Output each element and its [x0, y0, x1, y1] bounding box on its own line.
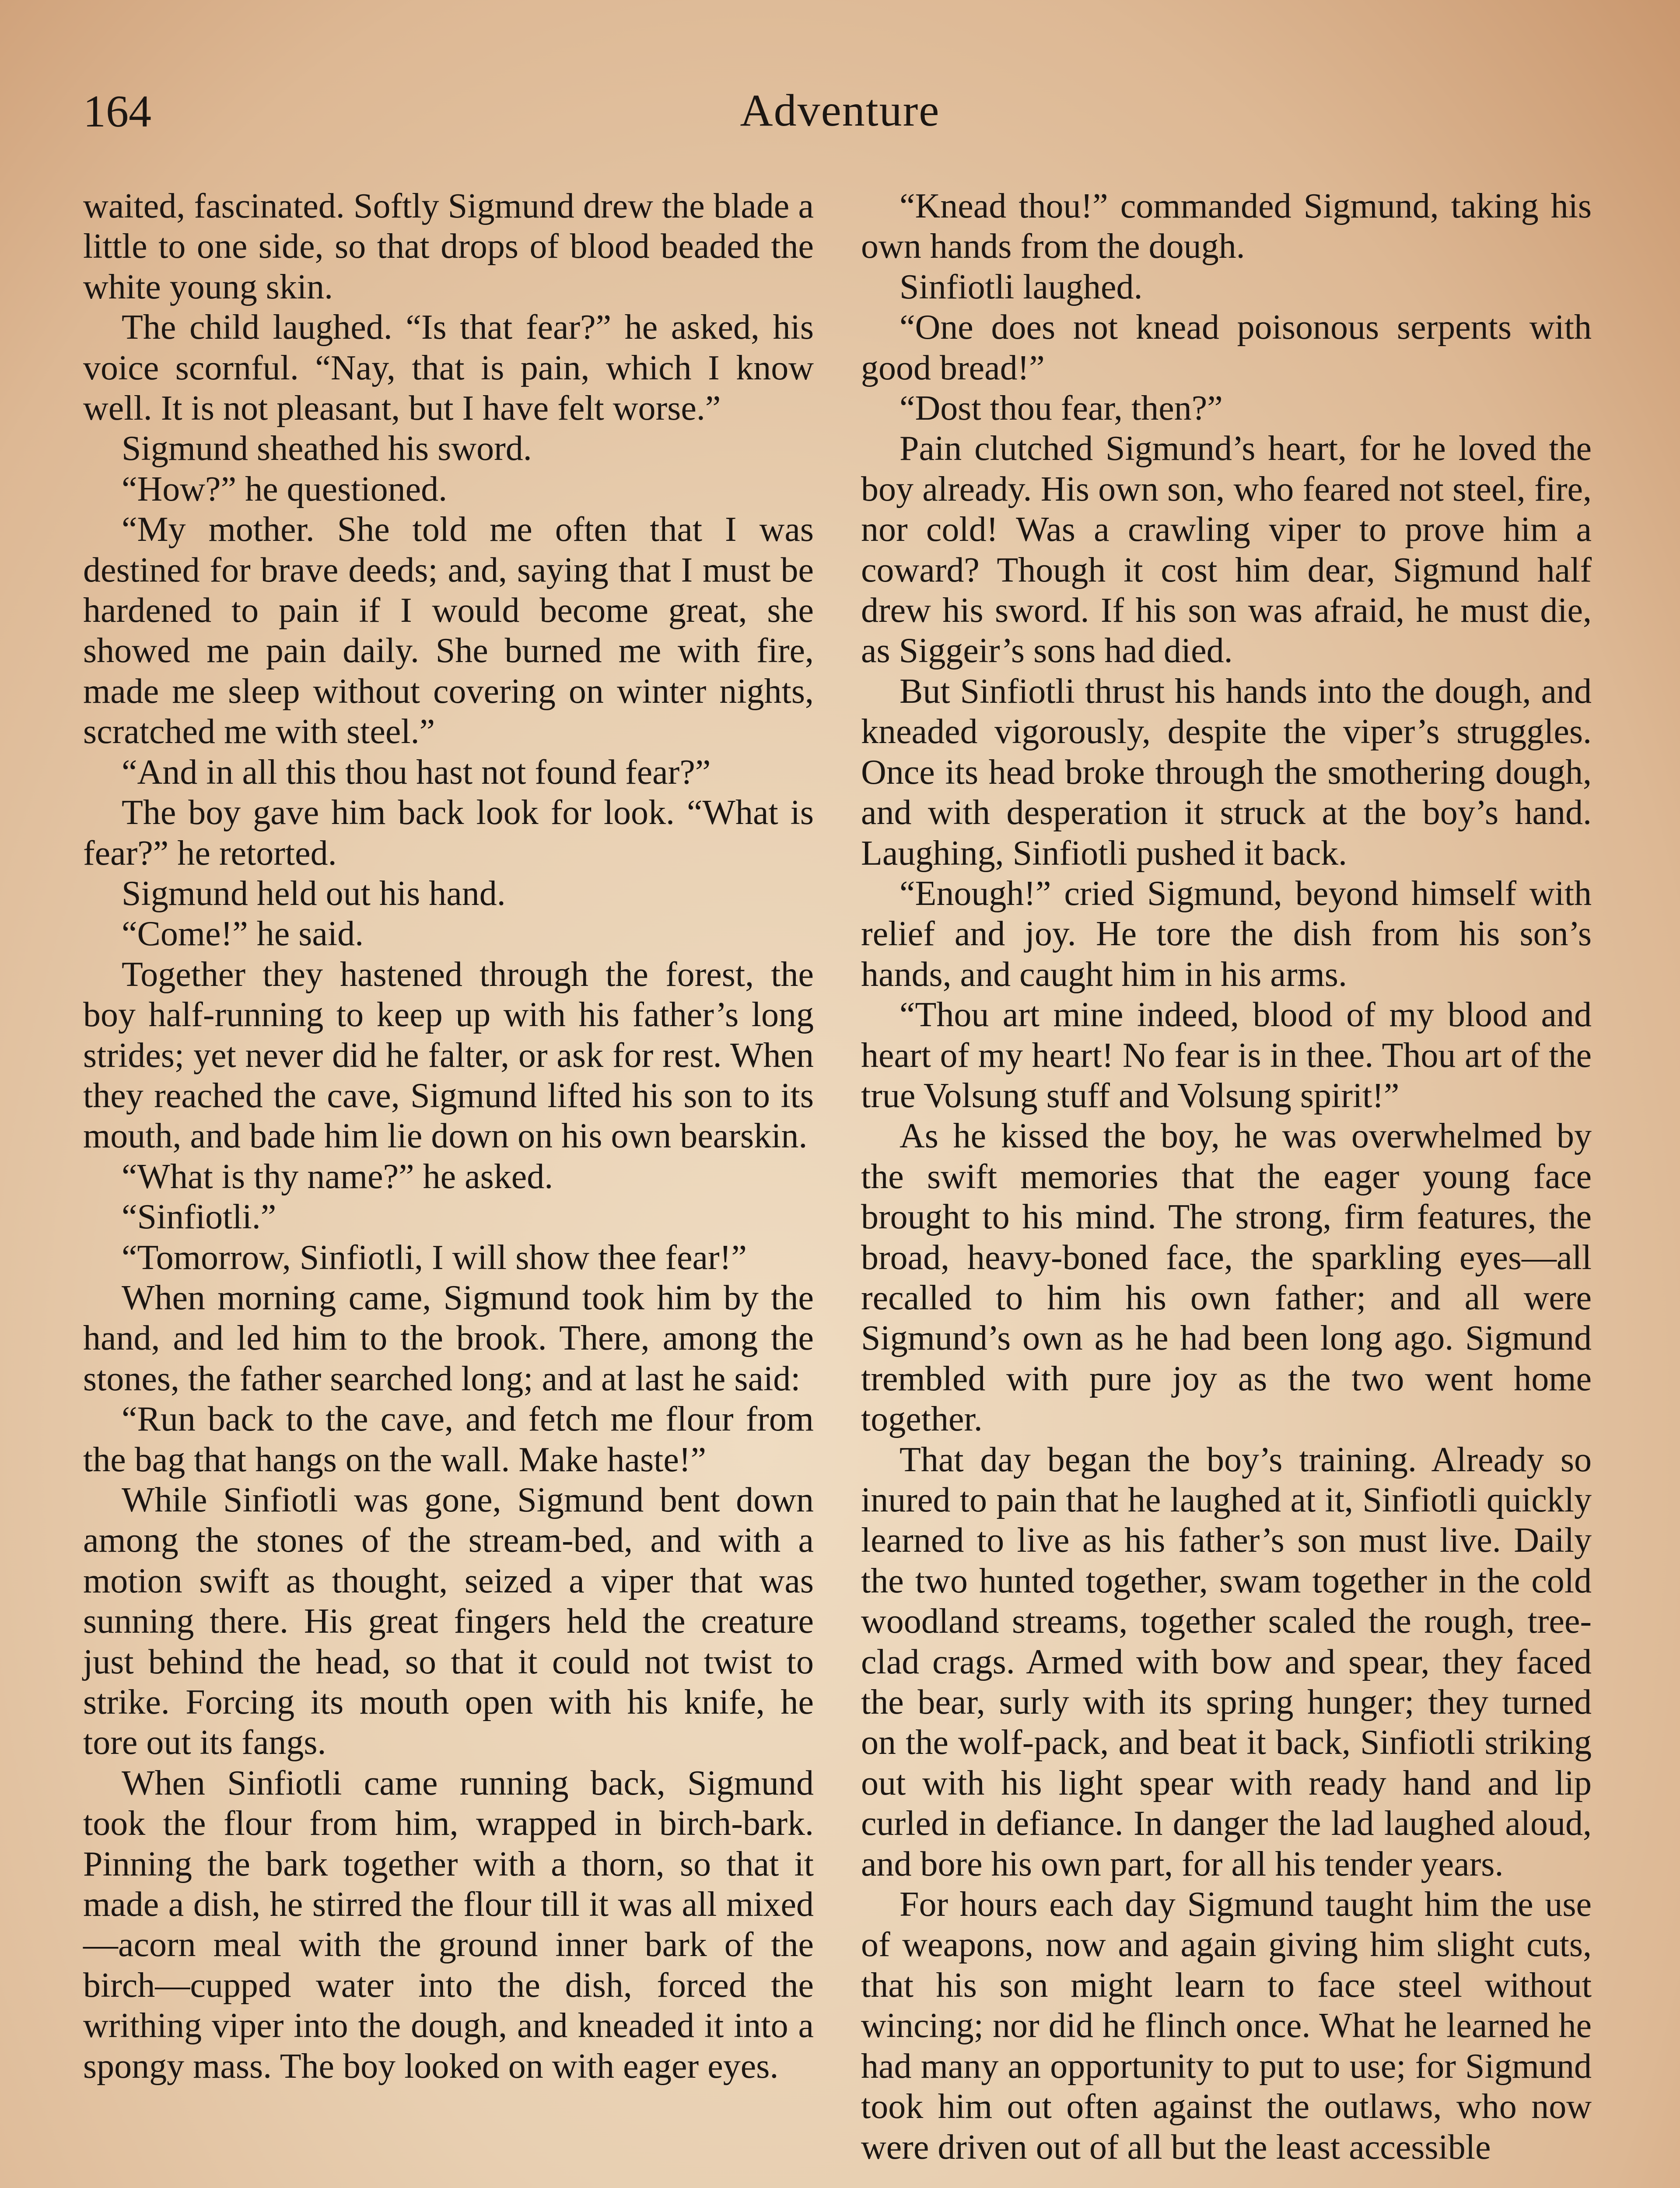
right-column	[861, 186, 1592, 2167]
paragraph: The boy gave him back look for look. “What is fear?” he retorted.	[83, 793, 814, 873]
paragraph: When morning came, Sigmund took him by the hand, and led him to the brook. There, among the stones, the father searched long; and at last he said:	[83, 1278, 814, 1398]
paragraph: “What is thy name?” he asked.	[122, 1157, 553, 1196]
paragraph: Pain clutched Sigmund’s heart, for he loved the boy already. His own son, who feared not steel, fire, nor cold! Was a crawling viper to prove him a coward? Though it cost him dear, Sigmund half drew his sword. If his son was afraid, he must die, as Siggeir’s sons had died.	[861, 429, 1592, 670]
paragraph: That day began the boy’s training. Already so inured to pain that he laughed at it, Sinfiotli quickly learned to live as his father’s son must live. Daily the two hunted together, swam together in the cold woodland streams, together scaled the rough, tree-clad crags. Armed with bow and spear, they faced the bear, surly with its spring hunger; they turned on the wolf-pack, and beat it back, Sinfiotli striking out with his light spear with ready hand and lip curled in defiance. In danger the lad laughed aloud, and bore his own part, for all his tender years.	[861, 1440, 1592, 1883]
paragraph: waited, fascinated. Softly Sigmund drew the blade a little to one side, so that drops of blood beaded the white young skin.	[83, 187, 814, 306]
paragraph: “Knead thou!” commanded Sigmund, taking his own hands from the dough.	[861, 187, 1592, 266]
paragraph: Sinfiotli laughed.	[900, 267, 1143, 306]
left-column	[83, 186, 814, 2086]
paragraph: Sigmund held out his hand.	[122, 874, 506, 913]
page-number: 164	[83, 86, 151, 137]
paragraph: Sigmund sheathed his sword.	[122, 429, 532, 468]
paragraph: “Run back to the cave, and fetch me flour from the bag that hangs on the wall. Make haste!”	[83, 1400, 814, 1479]
paragraph: “Thou art mine indeed, blood of my blood and heart of my heart! No fear is in thee. Thou art of the true Volsung stuff and Volsung spirit!”	[861, 996, 1592, 1115]
paragraph: As he kissed the boy, he was overwhelmed by the swift memories that the eager young face brought to his mind. The strong, firm features, the broad, heavy-boned face, the sparkling eyes—all recalled to him his own father; and all were Sigmund’s own as he had been long ago. Sigmund trembled with pure joy as the two went home together.	[861, 1117, 1592, 1439]
paragraph: “And in all this thou hast not found fear?”	[122, 753, 711, 792]
paragraph: Together they hastened through the forest, the boy half-running to keep up with his father’s long strides; yet never did he falter, or ask for rest. When they reached the cave, Sigmund lifted his son to its mouth, and bade him lie down on his own bearskin.	[83, 955, 814, 1156]
paragraph: “Enough!” cried Sigmund, beyond himself with relief and joy. He tore the dish from his son’s hands, and caught him in his arms.	[861, 874, 1592, 994]
paragraph: “My mother. She told me often that I was destined for brave deeds; and, saying that I must be hardened to pain if I would become great, she showed me pain daily. She burned me with fire, made me sleep without covering on winter nights, scratched me with steel.”	[83, 510, 814, 751]
paragraph: When Sinfiotli came running back, Sigmund took the flour from him, wrapped in birch-bark. Pinning the bark together with a thorn, so that it made a dish, he stirred the flour till it was all mixed—acorn meal with the ground inner bark of the birch—cupped water into the dish, forced the writhing viper into the dough, and kneaded it into a spongy mass. The boy looked on with eager eyes.	[83, 1764, 814, 2086]
paragraph: “Tomorrow, Sinfiotli, I will show thee fear!”	[122, 1238, 747, 1277]
paragraph: While Sinfiotli was gone, Sigmund bent down among the stones of the stream-bed, and with a motion swift as thought, seized a viper that was sunning there. His great fingers held the creature just behind the head, so that it could not twist to strike. Forcing its mouth open with his knife, he tore out its fangs.	[83, 1481, 814, 1762]
paragraph: “One does not knead poisonous serpents with good bread!”	[861, 308, 1592, 387]
paragraph: For hours each day Sigmund taught him the use of weapons, now and again giving him slight cuts, that his son might learn to face steel without wincing; nor did he flinch once. What he learned he had many an opportunity to put to use; for Sigmund took him out often against the outlaws, who now were driven out of all but the least accessible	[861, 1885, 1592, 2167]
paragraph: “How?” he questioned.	[122, 470, 448, 508]
paragraph: But Sinfiotli thrust his hands into the dough, and kneaded vigorously, despite the viper’s struggles. Once its head broke through the smothering dough, and with desperation it struck at the boy’s hand. Laughing, Sinfiotli pushed it back.	[861, 672, 1592, 873]
running-head: Adventure	[740, 85, 940, 136]
paragraph: “Dost thou fear, then?”	[900, 389, 1223, 428]
paragraph: “Sinfiotli.”	[122, 1198, 276, 1237]
paragraph: “Come!” he said.	[122, 915, 364, 954]
paragraph: The child laughed. “Is that fear?” he asked, his voice scornful. “Nay, that is pain, which I know well. It is not pleasant, but I have felt worse.”	[83, 308, 814, 428]
